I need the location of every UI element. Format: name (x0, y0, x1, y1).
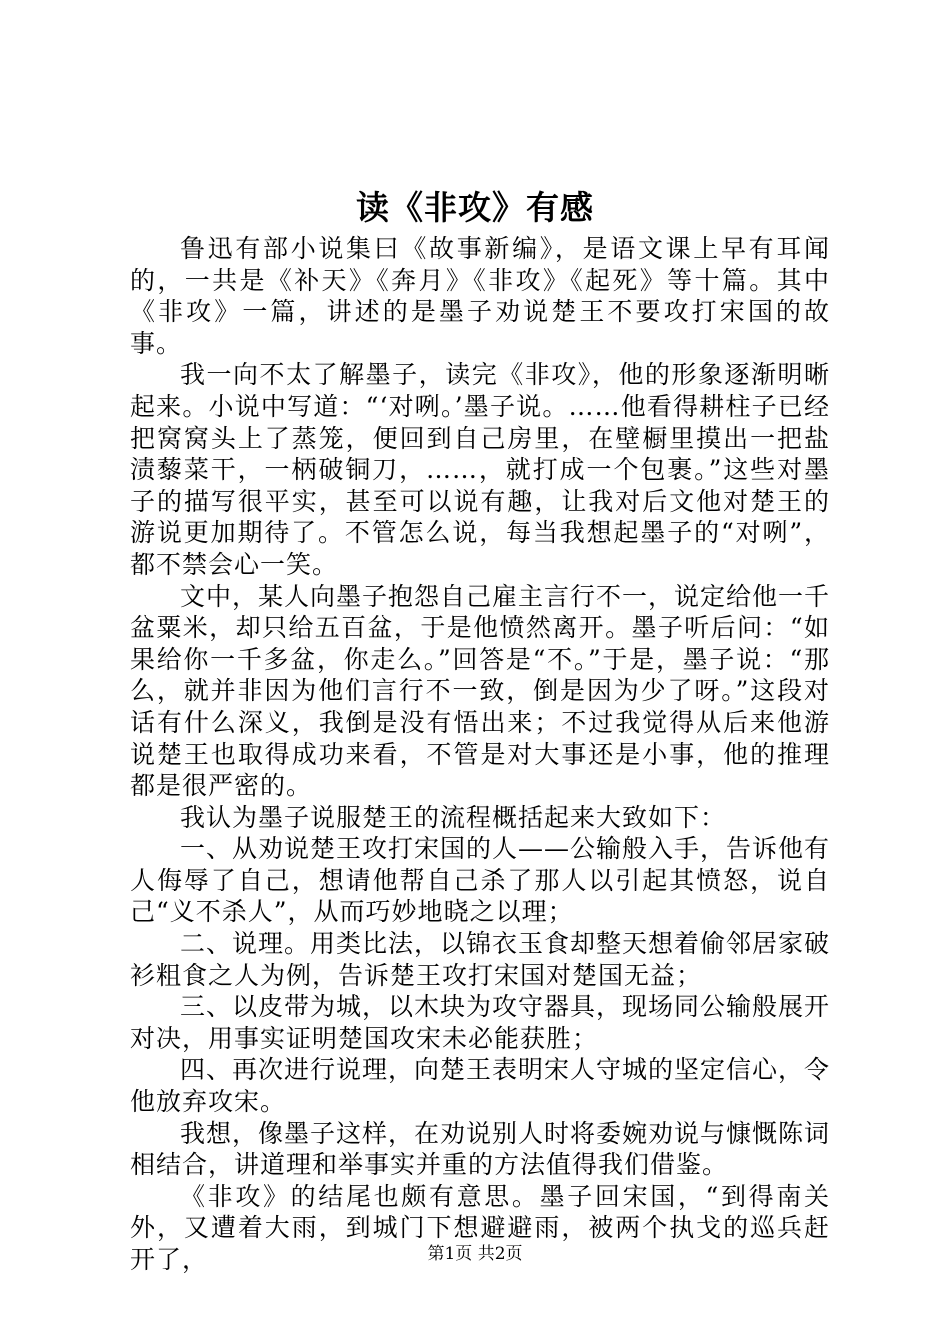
document-body (130, 233, 830, 1276)
paragraph-10: 《非攻》的结尾也颇有意思。墨子回宋国，“到得南关外，又遭着大雨，到城门下想避避雨，被两个执戈的巡兵赶开了， (130, 1181, 830, 1274)
paragraph-6: 二、说理。用类比法，以锦衣玉食却整天想着偷邻居家破衫粗食之人为例，告诉楚王攻打宋国对楚国无益； (130, 929, 831, 990)
document-title: 读《非攻》有感 (356, 188, 594, 227)
paragraph-9: 我想，像墨子这样，在劝说别人时将委婉劝说与慷慨陈词相结合，讲道理和举事实并重的方法值得我们借鉴。 (130, 1118, 831, 1180)
paragraph-8: 四、再次进行说理，向楚王表明宋人守城的坚定信心，令他放弃攻宋。 (130, 1055, 831, 1117)
paragraph-1: 鲁迅有部小说集曰《故事新编》，是语文课上早有耳闻的，一共是《补天》《奔月》《非攻》《起死》等十篇。其中《非攻》一篇，讲述的是墨子劝说楚王不要攻打宋国的故事。 (130, 234, 830, 358)
paragraph-7: 三、以皮带为城，以木块为攻守器具，现场同公输般展开对决，用事实证明楚国攻宋未必能获胜； (130, 992, 831, 1053)
paragraph-4: 我认为墨子说服楚王的流程概括起来大致如下： (180, 802, 727, 832)
paragraph-2: 我一向不太了解墨子，读完《非攻》，他的形象逐渐明晰起来。小说中写道：“‘对咧。’墨子说。……他看得耕柱子已经把窝窝头上了蒸笼，便回到自己房里，在壁橱里摸出一把盐渍藜菜干，一柄破铜刀，……，就打成一个包裹。”这些对墨子的描写很平实，甚至可以说有趣，让我对后文他对楚王的游说更加期待了。不管怎么说，每当我想起墨子的“对咧”，都不禁会心一笑。 (130, 360, 830, 579)
paragraph-3: 文中，某人向墨子抱怨自己雇主言行不一，说定给他一千盆粟米，却只给五百盆，于是他愤然离开。墨子听后问：“如果给你一千多盆，你走么。”回答是“不。”于是，墨子说：“那么，就并非因为他们言行不一致，倒是因为少了呀。”这段对话有什么深义，我倒是没有悟出来；不过我觉得从后来他游说楚王也取得成功来看，不管是对大事还是小事，他的推理都是很严密的。 (130, 581, 831, 801)
page-number-footer: 第1页 共2页 (427, 1244, 523, 1264)
paragraph-5: 一、从劝说楚王攻打宋国的人——公输般入手，告诉他有人侮辱了自己，想请他帮自己杀了那人以引起其愤怒，说自己“义不杀人”，从而巧妙地晓之以理； (130, 834, 831, 927)
